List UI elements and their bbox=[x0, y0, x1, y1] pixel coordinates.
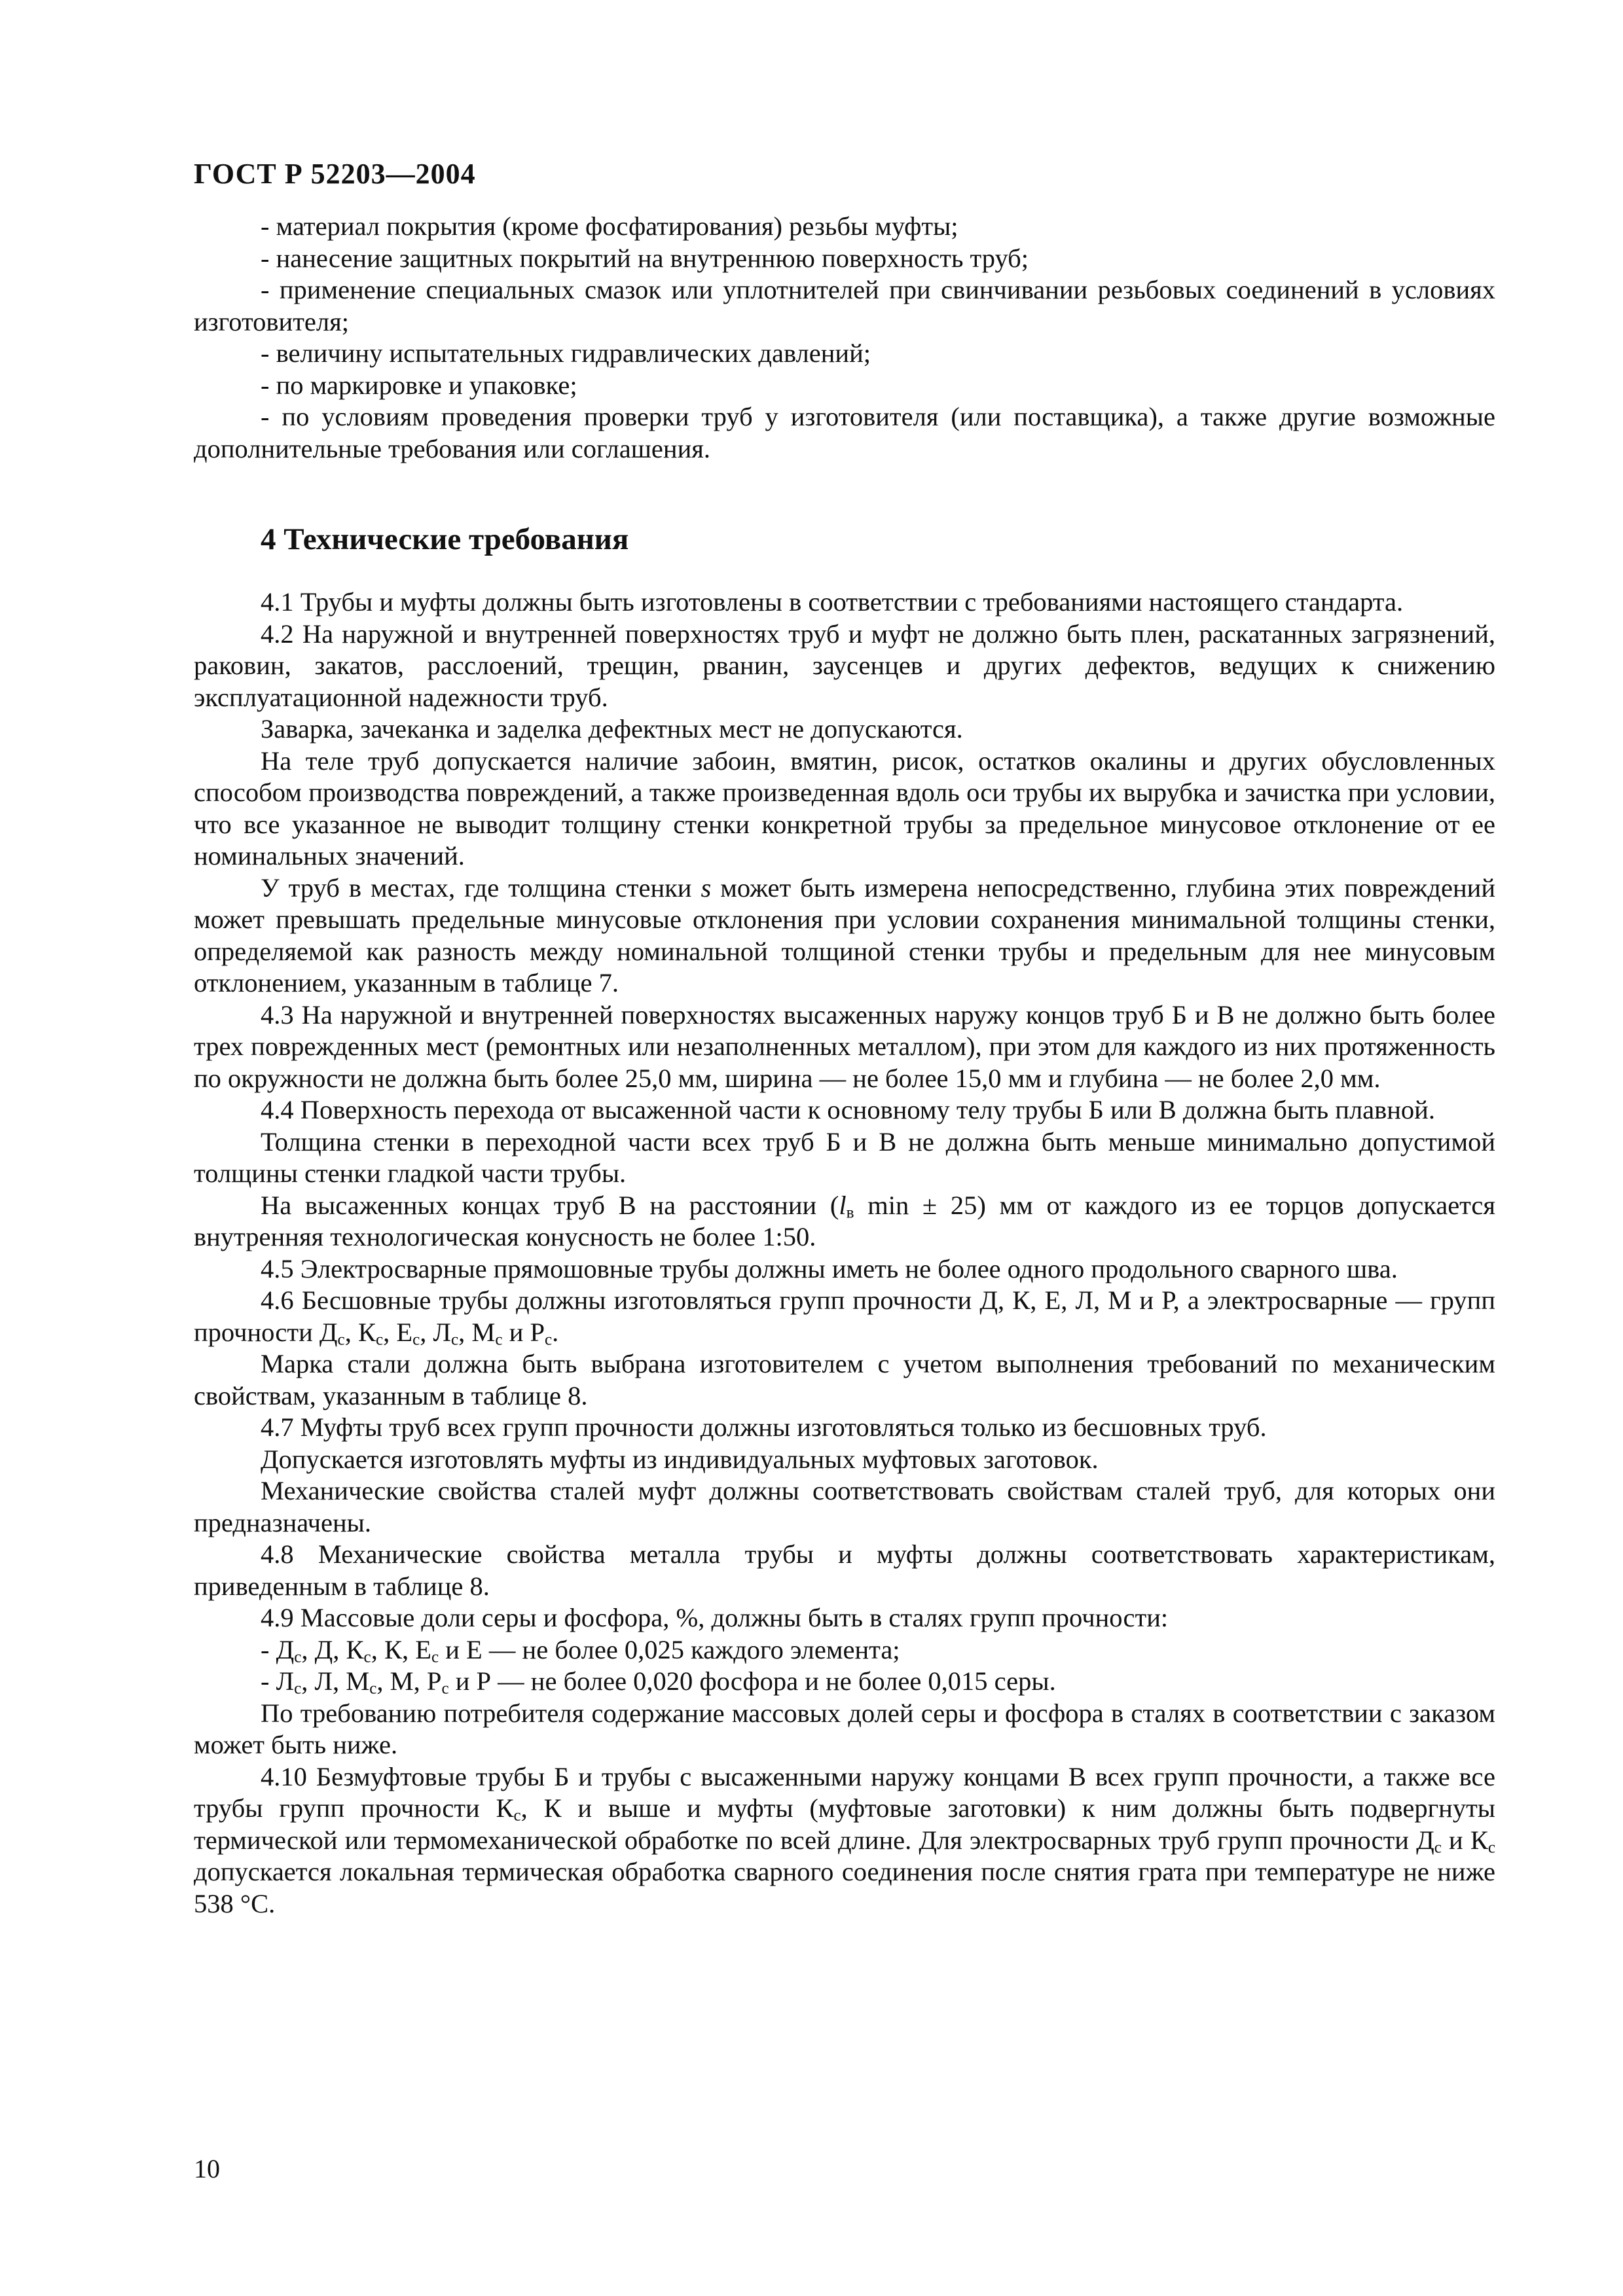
subscript: с bbox=[1487, 1839, 1495, 1857]
text-run: и Е — не более 0,025 каждого элемента; bbox=[439, 1634, 900, 1664]
subscript: с bbox=[294, 1648, 302, 1666]
text-run: и Р — не более 0,020 фосфора и не более 0,015 серы. bbox=[448, 1666, 1056, 1696]
text-run: , К, Е bbox=[371, 1634, 431, 1664]
paragraph-4-8: 4.8 Механические свойства металла трубы и муфты должны соответствовать характеристикам, приведенным в таблице 8. bbox=[194, 1539, 1495, 1601]
text-run: , Л, М bbox=[301, 1666, 370, 1696]
list-item: - нанесение защитных покрытий на внутреннюю поверхность труб; bbox=[261, 243, 1029, 273]
subscript: с bbox=[363, 1648, 371, 1666]
text-run: - Л bbox=[261, 1666, 295, 1696]
list-item: - материал покрытия (кроме фосфатирования) резьбы муфты; bbox=[261, 211, 958, 241]
subscript: с bbox=[513, 1806, 521, 1825]
paragraph bbox=[194, 872, 1495, 999]
list-item: - применение специальных смазок или уплотнителей при свинчивании резьбовых соединений в условиях изготовителя; bbox=[194, 275, 1495, 336]
text-run: , М bbox=[458, 1317, 496, 1347]
paragraph-4-2: 4.2 На наружной и внутренней поверхностях труб и муфт не должно быть плен, раскатанных загрязнений, раковин, закатов, расслоений, трещин, рванин, заусенцев и других дефектов, ведущих к снижению эксплуатационной надежности труб. bbox=[194, 619, 1495, 712]
subscript: с bbox=[441, 1679, 449, 1698]
text-run: может быть измерена непосредственно, глубина этих повреждений может превышать предельные минусовые отклонения при условии сохранения минимальной толщины стенки, определяемой как разность между номинальной толщиной стенки трубы и предельным для нее минусовым отклонением, указанным в таблице 7. bbox=[194, 872, 1495, 997]
subscript: с bbox=[369, 1679, 377, 1698]
subscript: с bbox=[294, 1679, 302, 1698]
paragraph: Допускается изготовлять муфты из индивидуальных муфтовых заготовок. bbox=[261, 1444, 1099, 1474]
subscript: с bbox=[450, 1331, 459, 1349]
subscript: в bbox=[846, 1204, 854, 1222]
text-run: , Е bbox=[383, 1317, 413, 1347]
text-run: На высаженных концах труб В на расстоянии ( bbox=[261, 1190, 839, 1220]
section-heading: 4 Технические требования bbox=[261, 522, 629, 556]
text-run: - Д bbox=[261, 1634, 295, 1664]
paragraph-4-4: 4.4 Поверхность перехода от высаженной части к основному телу трубы Б или В должна быть плавной. bbox=[261, 1095, 1435, 1124]
list-item: - по условиям проведения проверки труб у изготовителя (или поставщика), а также другие возможные дополнительные требования или соглашения. bbox=[194, 402, 1495, 463]
text-run: , Д, К bbox=[301, 1634, 364, 1664]
text-run: , К и выше и муфты (муфтовые заготовки) к ним должны быть подвергнуты термической или термомеханической обработке по всей длине. Для электросварных труб групп прочности Д bbox=[194, 1793, 1496, 1855]
subscript: с bbox=[545, 1331, 553, 1349]
list-item bbox=[194, 1634, 1495, 1666]
paragraph-4-7: 4.7 Муфты труб всех групп прочности должны изготовляться только из бесшовных труб. bbox=[261, 1412, 1267, 1442]
paragraph: На теле труб допускается наличие забоин, вмятин, рисок, остатков окалины и других обусловленных способом производства повреждений, а также произведенная вдоль оси трубы их вырубка и зачистка при условии, что все указанное не выводит толщину стенки конкретной трубы за предельное минусовое отклонение от ее номинальных значений. bbox=[194, 745, 1495, 870]
symbol-s: s bbox=[701, 872, 712, 903]
text-run: 4.6 Бесшовные трубы должны изготовляться групп прочности Д, К, Е, Л, М и Р, а электросварные — групп прочности Д bbox=[194, 1285, 1495, 1347]
symbol-l: l bbox=[839, 1190, 847, 1220]
paragraph bbox=[194, 1190, 1495, 1253]
text-run: , М, Р bbox=[376, 1666, 442, 1696]
paragraph-4-6 bbox=[194, 1285, 1495, 1348]
subscript: с bbox=[495, 1331, 503, 1349]
paragraph: Марка стали должна быть выбрана изготовителем с учетом выполнения требований по механическим свойствам, указанным в таблице 8. bbox=[194, 1349, 1495, 1410]
subscript: с bbox=[431, 1648, 439, 1666]
subscript: с bbox=[375, 1331, 384, 1349]
subscript: с bbox=[337, 1331, 345, 1349]
paragraph-4-10 bbox=[194, 1761, 1495, 1920]
paragraph-4-9: 4.9 Массовые доли серы и фосфора, %, должны быть в сталях групп прочности: bbox=[261, 1603, 1169, 1632]
paragraph: Механические свойства сталей муфт должны соответствовать свойствам сталей труб, для которых они предназначены. bbox=[194, 1476, 1495, 1537]
text-run: и Р bbox=[502, 1317, 545, 1347]
subscript: с bbox=[412, 1331, 420, 1349]
text-run: min ± 25) мм от каждого из ее торцов допускается внутренняя технологическая конусность не более 1:50. bbox=[194, 1190, 1495, 1251]
text-run: и К bbox=[1441, 1825, 1488, 1855]
page-number: 10 bbox=[194, 2154, 220, 2183]
text-run: , К bbox=[344, 1317, 376, 1347]
page-body bbox=[194, 211, 1495, 1920]
paragraph: Толщина стенки в переходной части всех труб Б и В не должна быть меньше минимально допустимой толщины стенки гладкой части трубы. bbox=[194, 1126, 1495, 1188]
text-run: У труб в местах, где толщина стенки bbox=[261, 872, 701, 903]
subscript: с bbox=[1434, 1839, 1442, 1857]
paragraph-4-3: 4.3 На наружной и внутренней поверхностях высаженных наружу концов труб Б и В не должно быть более трех поврежденных мест (ремонтных или незаполненных металлом), при этом для каждого из них протяженность по окружности не должна быть более 25,0 мм, ширина — не более 15,0 мм и глубина — не более 2,0 мм. bbox=[194, 999, 1495, 1093]
document-id-header: ГОСТ Р 52203—2004 bbox=[194, 158, 476, 190]
list-item: - по маркировке и упаковке; bbox=[261, 370, 577, 400]
paragraph-4-5: 4.5 Электросварные прямошовные трубы должны иметь не более одного продольного сварного шва. bbox=[261, 1253, 1398, 1283]
list-item bbox=[194, 1666, 1495, 1698]
paragraph: Заварка, зачеканка и заделка дефектных мест не допускаются. bbox=[261, 714, 963, 744]
text-run: 4.10 Безмуфтовые трубы Б и трубы с высаженными наружу концами В всех групп прочности, а также все трубы групп прочности К bbox=[194, 1761, 1495, 1823]
paragraph: По требованию потребителя содержание массовых долей серы и фосфора в сталях в соответствии с заказом может быть ниже. bbox=[194, 1698, 1495, 1759]
text-run: . bbox=[552, 1317, 559, 1347]
text-run: допускается локальная термическая обработка сварного соединения после снятия грата при температуре не ниже 538 °С. bbox=[194, 1857, 1495, 1918]
list-item: - величину испытательных гидравлических давлений; bbox=[261, 338, 871, 368]
paragraph-4-1: 4.1 Трубы и муфты должны быть изготовлены в соответствии с требованиями настоящего стандарта. bbox=[261, 587, 1404, 617]
text-run: , Л bbox=[420, 1317, 451, 1347]
